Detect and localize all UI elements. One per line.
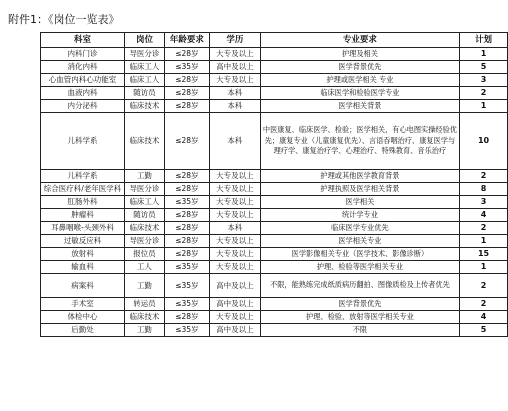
cell-dept: 耳鼻咽喉-头颈外科 bbox=[41, 222, 125, 235]
cell-dept: 手术室 bbox=[41, 298, 125, 311]
cell-age: ≤28岁 bbox=[164, 248, 209, 261]
cell-age: ≤28岁 bbox=[164, 100, 209, 113]
cell-position: 临床技术 bbox=[124, 113, 164, 170]
cell-education: 大专及以上 bbox=[209, 248, 260, 261]
cell-dept: 放射科 bbox=[41, 248, 125, 261]
cell-position: 转运员 bbox=[124, 298, 164, 311]
cell-age: ≤35岁 bbox=[164, 298, 209, 311]
cell-major: 护理、检验、放射等医学相关专业 bbox=[260, 311, 459, 324]
table-row bbox=[41, 48, 508, 61]
cell-education: 本科 bbox=[209, 87, 260, 100]
table-row bbox=[41, 209, 508, 222]
cell-count: 8 bbox=[460, 183, 508, 196]
cell-age: ≤28岁 bbox=[164, 48, 209, 61]
table-row bbox=[41, 274, 508, 298]
cell-education: 大专及以上 bbox=[209, 170, 260, 183]
cell-age: ≤35岁 bbox=[164, 196, 209, 209]
cell-position: 临床技术 bbox=[124, 222, 164, 235]
cell-dept: 肿瘤科 bbox=[41, 209, 125, 222]
cell-age: ≤28岁 bbox=[164, 113, 209, 170]
table-row bbox=[41, 235, 508, 248]
cell-position: 临床工人 bbox=[124, 196, 164, 209]
cell-major: 中医康复、临床医学、检验；医学相关，有心电图实操经验优先；康复专业（儿童康复优先）、言语吞咽治疗、康复医学与理疗学、康复治疗学、心理治疗、特殊教育、音乐治疗 bbox=[260, 113, 459, 170]
cell-count: 3 bbox=[460, 196, 508, 209]
cell-education: 大专及以上 bbox=[209, 196, 260, 209]
cell-major: 护理或其他医学教育背景 bbox=[260, 170, 459, 183]
cell-dept: 儿科学系 bbox=[41, 170, 125, 183]
cell-age: ≤28岁 bbox=[164, 74, 209, 87]
cell-education: 高中及以上 bbox=[209, 61, 260, 74]
table-row bbox=[41, 324, 508, 337]
cell-dept: 体检中心 bbox=[41, 311, 125, 324]
header-major: 专业要求 bbox=[260, 33, 459, 48]
cell-count: 2 bbox=[460, 274, 508, 298]
header-position: 岗位 bbox=[124, 33, 164, 48]
cell-age: ≤28岁 bbox=[164, 170, 209, 183]
cell-education: 高中及以上 bbox=[209, 274, 260, 298]
table-row bbox=[41, 248, 508, 261]
cell-education: 高中及以上 bbox=[209, 298, 260, 311]
cell-education: 本科 bbox=[209, 222, 260, 235]
cell-count: 1 bbox=[460, 100, 508, 113]
cell-major: 临床医学和检验医学专业 bbox=[260, 87, 459, 100]
cell-position: 临床技术 bbox=[124, 100, 164, 113]
cell-dept: 综合医疗科/老年医学科 bbox=[41, 183, 125, 196]
header-count: 计划 bbox=[460, 33, 508, 48]
cell-position: 导医分诊 bbox=[124, 183, 164, 196]
cell-age: ≤35岁 bbox=[164, 274, 209, 298]
cell-major: 不限 bbox=[260, 324, 459, 337]
cell-position: 工勤 bbox=[124, 274, 164, 298]
cell-dept: 内分泌科 bbox=[41, 100, 125, 113]
cell-dept: 输血科 bbox=[41, 261, 125, 274]
cell-major: 护理及相关 bbox=[260, 48, 459, 61]
table-row bbox=[41, 261, 508, 274]
table-row bbox=[41, 196, 508, 209]
cell-count: 10 bbox=[460, 113, 508, 170]
table-row bbox=[41, 222, 508, 235]
cell-count: 15 bbox=[460, 248, 508, 261]
cell-dept: 消化内科 bbox=[41, 61, 125, 74]
table-row bbox=[41, 87, 508, 100]
cell-dept: 肛肠外科 bbox=[41, 196, 125, 209]
cell-education: 大专及以上 bbox=[209, 74, 260, 87]
cell-education: 大专及以上 bbox=[209, 209, 260, 222]
header-dept: 科室 bbox=[41, 33, 125, 48]
cell-major: 护理、检验等医学相关专业 bbox=[260, 261, 459, 274]
table-row bbox=[41, 311, 508, 324]
cell-count: 2 bbox=[460, 170, 508, 183]
cell-count: 1 bbox=[460, 235, 508, 248]
cell-major: 医学相关专业 bbox=[260, 235, 459, 248]
cell-count: 2 bbox=[460, 87, 508, 100]
cell-education: 大专及以上 bbox=[209, 183, 260, 196]
cell-dept: 后勤处 bbox=[41, 324, 125, 337]
cell-position: 工勤 bbox=[124, 324, 164, 337]
cell-age: ≤35岁 bbox=[164, 61, 209, 74]
table-row bbox=[41, 74, 508, 87]
cell-major: 医学影像相关专业（医学技术、影像诊断） bbox=[260, 248, 459, 261]
cell-major: 医学背景优先 bbox=[260, 298, 459, 311]
cell-age: ≤28岁 bbox=[164, 222, 209, 235]
cell-count: 1 bbox=[460, 261, 508, 274]
cell-dept: 过敏反应科 bbox=[41, 235, 125, 248]
cell-position: 工人 bbox=[124, 261, 164, 274]
cell-dept: 儿科学系 bbox=[41, 113, 125, 170]
header-age: 年龄要求 bbox=[164, 33, 209, 48]
cell-major: 医学相关 bbox=[260, 196, 459, 209]
cell-count: 5 bbox=[460, 61, 508, 74]
cell-major: 护理或医学相关 专业 bbox=[260, 74, 459, 87]
cell-age: ≤28岁 bbox=[164, 183, 209, 196]
cell-major: 统计学专业 bbox=[260, 209, 459, 222]
cell-major: 医学相关背景 bbox=[260, 100, 459, 113]
cell-age: ≤35岁 bbox=[164, 324, 209, 337]
cell-position: 临床工人 bbox=[124, 74, 164, 87]
cell-count: 2 bbox=[460, 298, 508, 311]
cell-dept: 内科门诊 bbox=[41, 48, 125, 61]
cell-major: 护理执照及医学相关背景 bbox=[260, 183, 459, 196]
table-header-row bbox=[41, 33, 508, 48]
cell-count: 1 bbox=[460, 48, 508, 61]
header-education: 学历 bbox=[209, 33, 260, 48]
cell-education: 本科 bbox=[209, 100, 260, 113]
cell-education: 大专及以上 bbox=[209, 48, 260, 61]
cell-age: ≤28岁 bbox=[164, 209, 209, 222]
cell-major: 临床医学专业优先 bbox=[260, 222, 459, 235]
cell-count: 4 bbox=[460, 311, 508, 324]
cell-dept: 血液内科 bbox=[41, 87, 125, 100]
cell-major: 不限，能熟练完成纸质病历翻拍、图像质检及上传者优先 bbox=[260, 274, 459, 298]
cell-age: ≤35岁 bbox=[164, 261, 209, 274]
table-row bbox=[41, 100, 508, 113]
cell-position: 报位员 bbox=[124, 248, 164, 261]
cell-education: 本科 bbox=[209, 113, 260, 170]
table-row bbox=[41, 298, 508, 311]
cell-count: 2 bbox=[460, 222, 508, 235]
cell-major: 医学背景优先 bbox=[260, 61, 459, 74]
cell-dept: 心血管内科心功能室 bbox=[41, 74, 125, 87]
cell-position: 随访员 bbox=[124, 87, 164, 100]
cell-education: 大专及以上 bbox=[209, 311, 260, 324]
cell-position: 临床技术 bbox=[124, 311, 164, 324]
cell-position: 临床工人 bbox=[124, 61, 164, 74]
job-table bbox=[40, 32, 508, 337]
table-row bbox=[41, 113, 508, 170]
cell-position: 工勤 bbox=[124, 170, 164, 183]
cell-count: 4 bbox=[460, 209, 508, 222]
job-table-container bbox=[40, 32, 508, 337]
cell-count: 5 bbox=[460, 324, 508, 337]
cell-age: ≤28岁 bbox=[164, 87, 209, 100]
cell-age: ≤28岁 bbox=[164, 235, 209, 248]
attachment-title: 附件1：《岗位一览表》 bbox=[8, 13, 120, 26]
table-row bbox=[41, 61, 508, 74]
table-row bbox=[41, 183, 508, 196]
cell-count: 3 bbox=[460, 74, 508, 87]
cell-dept: 病案科 bbox=[41, 274, 125, 298]
cell-position: 导医分诊 bbox=[124, 235, 164, 248]
cell-position: 随访员 bbox=[124, 209, 164, 222]
cell-education: 大专及以上 bbox=[209, 235, 260, 248]
cell-age: ≤28岁 bbox=[164, 311, 209, 324]
table-row bbox=[41, 170, 508, 183]
cell-education: 大专及以上 bbox=[209, 261, 260, 274]
cell-position: 导医分诊 bbox=[124, 48, 164, 61]
cell-education: 高中及以上 bbox=[209, 324, 260, 337]
